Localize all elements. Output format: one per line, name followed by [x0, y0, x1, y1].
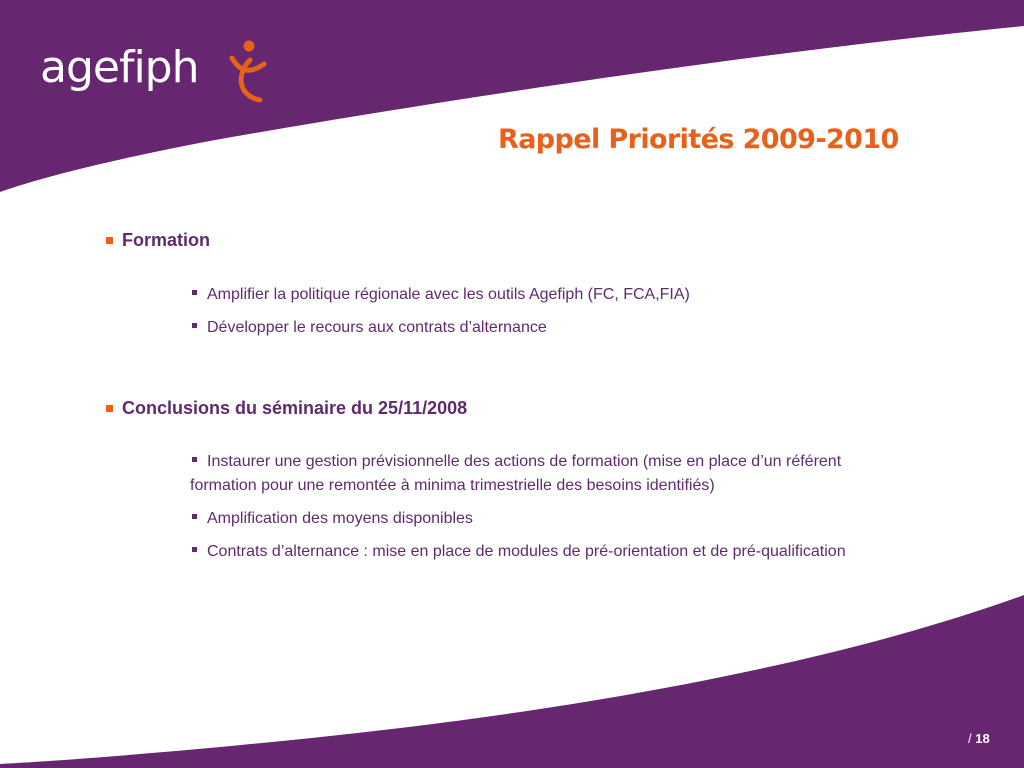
section-heading-text: Conclusions du séminaire du 25/11/2008	[122, 398, 468, 418]
list-item	[190, 540, 910, 564]
list-item-text: Contrats d’alternance : mise en place de modules de pré-orientation et de pré-qualification	[207, 543, 846, 560]
square-bullet-icon	[192, 457, 197, 462]
square-bullet-icon	[106, 237, 113, 244]
list-item	[190, 316, 910, 340]
section-heading-conclusions	[106, 398, 467, 419]
list-item	[190, 507, 910, 531]
bottom-purple-band	[0, 595, 1024, 768]
square-bullet-icon	[192, 323, 197, 328]
page-slash: /	[968, 731, 972, 746]
list-item-text: Amplification des moyens disponibles	[207, 510, 473, 527]
square-bullet-icon	[106, 405, 113, 412]
square-bullet-icon	[192, 514, 197, 519]
list-item	[190, 283, 910, 307]
list-item	[190, 450, 910, 498]
list-item-text: Amplifier la politique régionale avec les outils Agefiph (FC, FCA,FIA)	[207, 286, 690, 303]
page-number-value: 18	[975, 731, 990, 746]
square-bullet-icon	[192, 290, 197, 295]
logo-figure-icon	[226, 38, 272, 104]
agefiph-logo	[40, 38, 280, 110]
square-bullet-icon	[192, 547, 197, 552]
page-number	[968, 731, 990, 746]
slide-title: Rappel Priorités 2009-2010	[498, 124, 899, 155]
section-heading-text: Formation	[122, 230, 210, 250]
list-item-text: Développer le recours aux contrats d’alternance	[207, 319, 547, 336]
logo-wordmark: agefiph	[40, 42, 199, 93]
section-heading-formation	[106, 230, 210, 251]
list-item-text: Instaurer une gestion prévisionnelle des actions de formation (mise en place d’un référent formation pour une remontée à minima trimestrielle des besoins identifiés)	[190, 453, 842, 494]
